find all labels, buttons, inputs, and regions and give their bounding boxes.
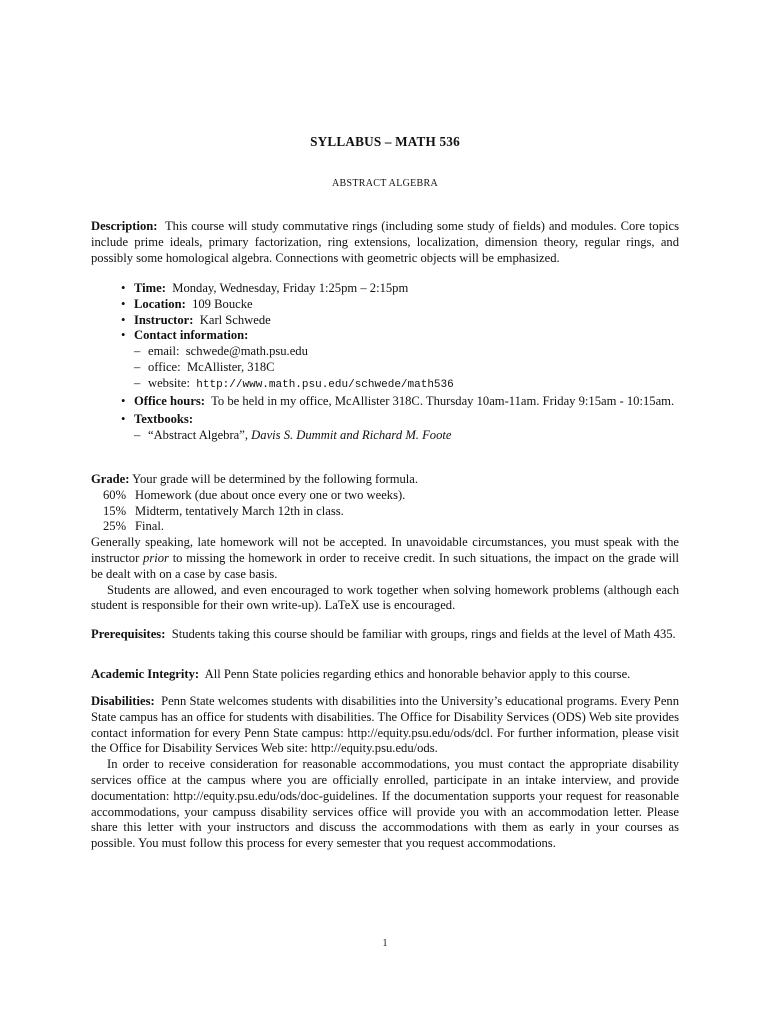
grade-text: Homework (due about once every one or two weeks). bbox=[135, 487, 406, 502]
late-policy-emphasis: prior bbox=[143, 550, 169, 565]
list-item-location bbox=[91, 297, 679, 313]
course-info-list bbox=[91, 281, 679, 444]
location-label: Location: bbox=[134, 296, 186, 311]
grade-percent: 15% bbox=[103, 503, 127, 518]
textbook-entry bbox=[134, 428, 679, 444]
grade-section bbox=[91, 472, 679, 614]
disabilities-text-1: Penn State welcomes students with disabilities into the University’s educational programs. Every Penn State campus has an office for students with disabilities. The Office for Disability Services (ODS) Web site provides contact information for every Penn State campus: http://equity.psu.edu/ods/dcl. For further information, please visit the Office for Disability Services Web site: http://equity.psu.edu/ods. bbox=[91, 694, 679, 756]
email-label: email: bbox=[148, 344, 180, 359]
time-value: Monday, Wednesday, Friday 1:25pm – 2:15pm bbox=[172, 281, 409, 295]
list-item-instructor bbox=[91, 313, 679, 329]
late-policy-text-2: to missing the homework in order to receive credit. In such situations, the impact on the grade will be dealt with on a case by case basis. bbox=[91, 550, 680, 581]
page-subtitle: ABSTRACT ALGEBRA bbox=[331, 178, 439, 189]
late-policy-text-1: Generally speaking, late homework will not be accepted. In unavoidable circumstances, you must speak with the instructor bbox=[91, 535, 679, 565]
list-item-contact bbox=[91, 328, 679, 393]
contact-office bbox=[134, 360, 679, 376]
list-item-time bbox=[91, 281, 679, 297]
office-hours-value: To be held in my office, McAllister 318C. Thursday 10am-11am. Friday 9:15am - 10:15am. bbox=[211, 393, 675, 408]
contact-label: Contact information: bbox=[134, 328, 249, 343]
prerequisites-text: Students taking this course should be familiar with groups, rings and fields at the level of Math 435. bbox=[171, 627, 676, 641]
academic-integrity-section bbox=[91, 667, 679, 683]
textbook-title: “Abstract Algebra”, bbox=[148, 428, 249, 443]
office-value: McAllister, 318C bbox=[186, 359, 275, 374]
website-link[interactable]: http://www.math.psu.edu/schwede/math536 bbox=[196, 378, 454, 391]
disabilities-text-2: In order to receive consideration for reasonable accommodations, you must contact the appropriate disability services office at the campus where you are officially enrolled, participate in an intake interview, and provide documentation: http://equity.psu.edu/ods/doc-guidelines. If the documentation supports your request for reasonable accommodations, your campuss disability services office will provide you with an accommodation letter. Please share this letter with your instructors and discuss the accommodations with them as early in your courses as possible. You must follow this process for every semester that you request accommodations. bbox=[91, 757, 679, 851]
late-homework-policy bbox=[91, 535, 679, 582]
grade-item-midterm bbox=[91, 504, 679, 520]
contact-website bbox=[134, 376, 679, 394]
collaboration-policy: Students are allowed, and even encouraged to work together when solving homework problems (although each student is responsible for their own write-up). LaTeX use is encouraged. bbox=[91, 582, 679, 613]
textbook-authors: Davis S. Dummit and Richard M. Foote bbox=[251, 428, 452, 443]
academic-integrity-text: All Penn State policies regarding ethics and honorable behavior apply to this course. bbox=[204, 667, 631, 681]
disabilities-section bbox=[91, 694, 679, 852]
grade-percent: 60% bbox=[103, 487, 127, 502]
grade-percent: 25% bbox=[103, 519, 127, 534]
time-label: Time: bbox=[134, 281, 166, 295]
description-section bbox=[91, 219, 679, 266]
office-hours-label: Office hours: bbox=[134, 393, 205, 408]
academic-integrity-label: Academic Integrity: bbox=[91, 667, 200, 681]
list-item-office-hours bbox=[91, 394, 679, 410]
grade-text: Final. bbox=[135, 519, 165, 534]
contact-email bbox=[134, 344, 679, 360]
description-label: Description: bbox=[91, 219, 158, 233]
prerequisites-label: Prerequisites: bbox=[91, 627, 166, 641]
disabilities-label: Disabilities: bbox=[91, 694, 155, 708]
page-title: SYLLABUS – MATH 536 bbox=[310, 134, 460, 149]
website-label: website: bbox=[148, 375, 190, 390]
list-item-textbooks bbox=[91, 412, 679, 444]
instructor-label: Instructor: bbox=[134, 312, 194, 327]
location-value: 109 Boucke bbox=[192, 296, 253, 311]
description-text: This course will study commutative rings (including some study of fields) and modules. Core topics include prime ideals, primary factorization, ring extensions, localization, dimension theory, regular rings, and possibly some homological algebra. Connections with geometric objects will be emphasized. bbox=[91, 219, 679, 265]
grade-text: Midterm, tentatively March 12th in class. bbox=[135, 503, 344, 518]
instructor-value: Karl Schwede bbox=[199, 312, 271, 327]
page-number: 1 bbox=[382, 938, 388, 949]
grade-intro: Your grade will be determined by the following formula. bbox=[132, 472, 419, 486]
email-value[interactable]: schwede@math.psu.edu bbox=[185, 344, 308, 359]
grade-item-final bbox=[91, 519, 679, 535]
office-label: office: bbox=[148, 359, 181, 374]
grade-label: Grade: bbox=[91, 472, 130, 486]
prerequisites-section bbox=[91, 627, 679, 643]
grade-item-homework bbox=[91, 488, 679, 504]
textbooks-label: Textbooks: bbox=[134, 412, 194, 427]
